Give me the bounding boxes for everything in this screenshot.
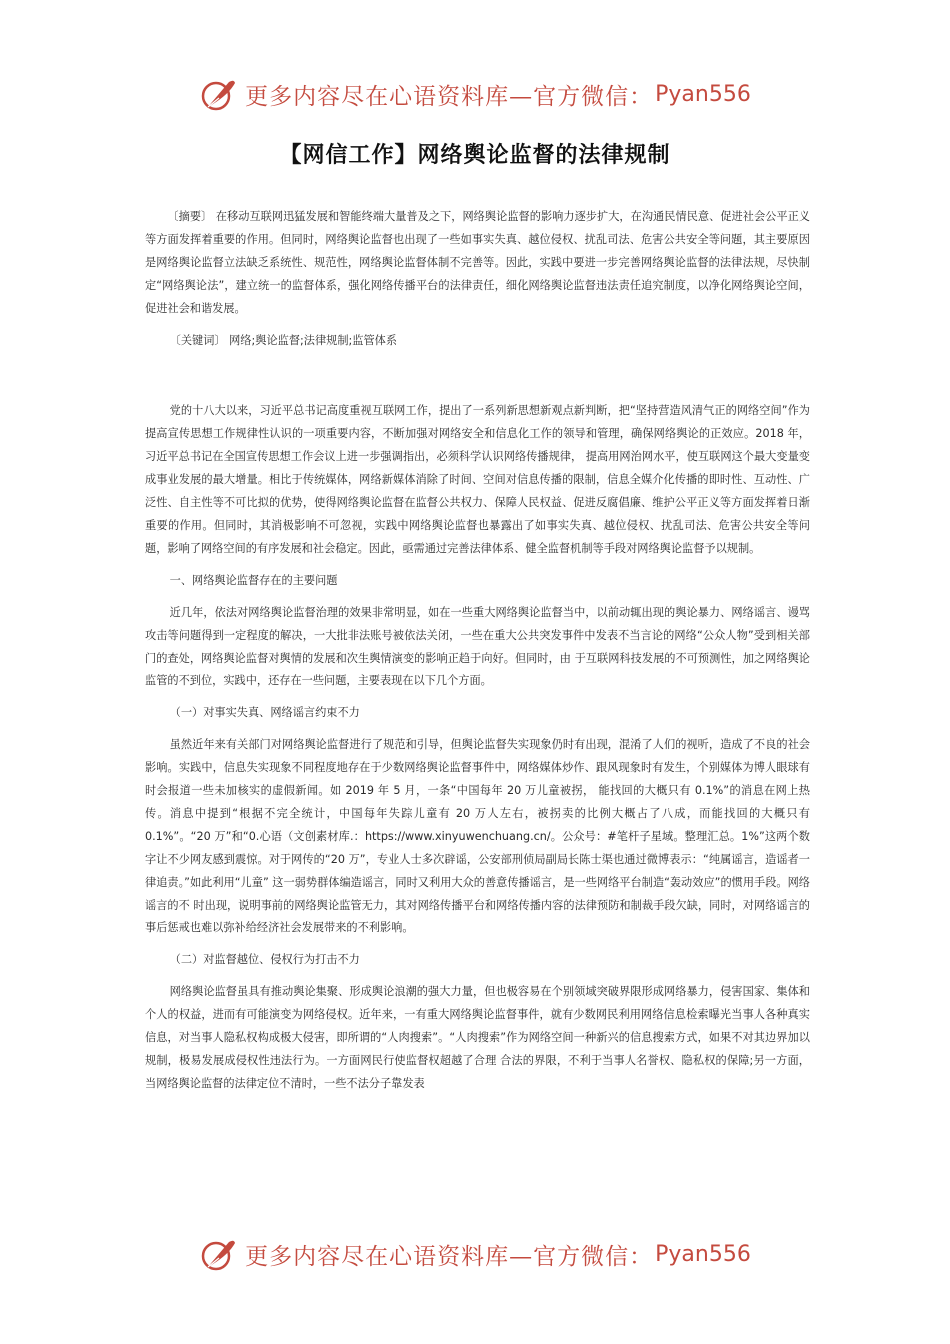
banner-text: 更多内容尽在心语资料库—官方微信： (245, 1243, 654, 1270)
banner-account: Pyan556 (655, 1241, 751, 1267)
quill-logo-icon (199, 1234, 239, 1274)
intro-paragraph: 党的十八大以来，习近平总书记高度重视互联网工作，提出了一系列新思想新观点新判断，把“坚持营造风清气正的网络空间”作为提高宣传思想工作规律性认识的一项重要内容，不断加强对网络安全和信息化工作的领导和管理，确保网络舆论的正效应。2018 年，习近平总书记在全国宣传思想工作会议上进一步强调指出，必须科学认识网络传播规律， 提高用网治网水平，使互联网这个最大变量变成事业发展的最大增量。相比于传统媒体，网络新媒体消除了时间、空间对信息传播的限制，信息全媒介化传播的即时性、互动性、广泛性、自主性等不可比拟的优势，使得网络舆论监督在监督公共权力、保障人民权益、促进反腐倡廉、维护公平正义等方面发挥着日渐重要的作用。但同时，其消极影响不可忽视，实践中网络舆论监督也暴露出了如事实失真、越位侵权、扰乱司法、危害公共安全等问题，影响了网络空间的有序发展和社会稳定。因此，亟需通过完善法律体系、健全监督机制等手段对网络舆论监督予以规制。 (145, 404, 810, 555)
banner-text: 更多内容尽在心语资料库—官方微信： (245, 83, 654, 110)
section-intro: 近几年，依法对网络舆论监督治理的效果非常明显，如在一些重大网络舆论监督当中，以前动辄出现的舆论暴力、网络谣言、谩骂攻击等问题得到一定程度的解决，一大批非法账号被依法关闭，一些在重大公共突发事件中发表不当言论的网络“公众人物”受到相关部门的查处，网络舆论监督对舆情的发展和次生舆情演变的影响正趋于向好。但同时，由 于互联网科技发展的不可预测性，加之网络舆论监管的不到位，实践中，还存在一些问题，主要表现在以下几个方面。 (145, 605, 810, 688)
subsection-heading-1: （一）对事实失真、网络谣言约束不力 (169, 706, 360, 720)
footer-banner (0, 1230, 950, 1278)
quill-logo-icon (199, 74, 239, 114)
banner-account: Pyan556 (655, 81, 751, 107)
keywords: 〔关键词〕 网络;舆论监督;法律规制;监管体系 (169, 333, 398, 347)
subsection-heading-2: （二）对监督越位、侵权行为打击不力 (169, 953, 360, 967)
article-body (145, 206, 810, 1105)
header-banner (0, 70, 950, 118)
abstract: 〔摘要〕 在移动互联网迅猛发展和智能终端大量普及之下，网络舆论监督的影响力逐步扩大，在沟通民情民意、促进社会公平正义等方面发挥着重要的作用。但同时，网络舆论监督也出现了一些如事实失真、越位侵权、扰乱司法、危害公共安全等问题，其主要原因是网络舆论监督立法缺乏系统性、规范性，网络舆论监督体制不完善等。因此，实践中要进一步完善网络舆论监督的法律法规，尽快制定“网络舆论法”，建立统一的监督体系，强化网络传播平台的法律责任，细化网络舆论监督违法责任追究制度，以净化网络舆论空间，促进社会和谐发展。 (145, 210, 810, 315)
page-title: 【网信工作】网络舆论监督的法律规制 (279, 143, 671, 168)
subsection-text-1: 虽然近年来有关部门对网络舆论监督进行了规范和引导，但舆论监督失实现象仍时有出现，混淆了人们的视听，造成了不良的社会影响。实践中，信息失实现象不同程度地存在于少数网络舆论监督事件中，网络媒体炒作、跟风现象时有发生，个别媒体为博人眼球有时会报道一些未加核实的虚假新闻。如 2019 年 5 月，一条“中国每年 20 万儿童被拐， 能找回的大概只有 0.1%”的消息在网上热传。消息中提到“根据不完全统计，中国每年失踪儿童有 20 万人左右，被拐卖的比例大概占了八成，而能找回的大概只有 0.1%”。“20 万”和“0.心语（文创素材库.：https://www.xinyuwenchuang.cn/。公众号：#笔杆子星域。整理汇总。1%”这两个数字让不少网友感到震惊。对于网传的“20 万”，专业人士多次辟谣，公安部刑侦局副局长陈士渠也通过微博表示：“纯属谣言，造谣者一律追责。”如此利用“儿童” 这一弱势群体编造谣言，同时又利用大众的善意传播谣言，是一些网络平台制造“轰动效应”的惯用手段。网络谣言的不 时出现，说明事前的网络舆论监管无力，其对网络传播平台和网络传播内容的法律预防和制裁手段欠缺，同时，对网络谣言的事后惩戒也难以弥补给经济社会发展带来的不利影响。 (145, 738, 810, 935)
section-heading: 一、网络舆论监督存在的主要问题 (169, 573, 338, 587)
subsection-text-2: 网络舆论监督虽具有推动舆论集聚、形成舆论浪潮的强大力量，但也极容易在个别领域突破界限形成网络暴力，侵害国家、集体和个人的权益，进而有可能演变为网络侵权。近年来，一有重大网络舆论监督事件，就有少数网民利用网络信息检索曝光当事人各种真实信息，对当事人隐私权构成极大侵害，即所谓的“人肉搜索”。“人肉搜索”作为网络空间一种新兴的信息搜索方式，如果不对其边界加以规制，极易发展成侵权性违法行为。一方面网民行使监督权超越了合理 合法的界限，不利于当事人名誉权、隐私权的保障;另一方面，当网络舆论监督的法律定位不清时，一些不法分子靠发表 (145, 985, 810, 1090)
